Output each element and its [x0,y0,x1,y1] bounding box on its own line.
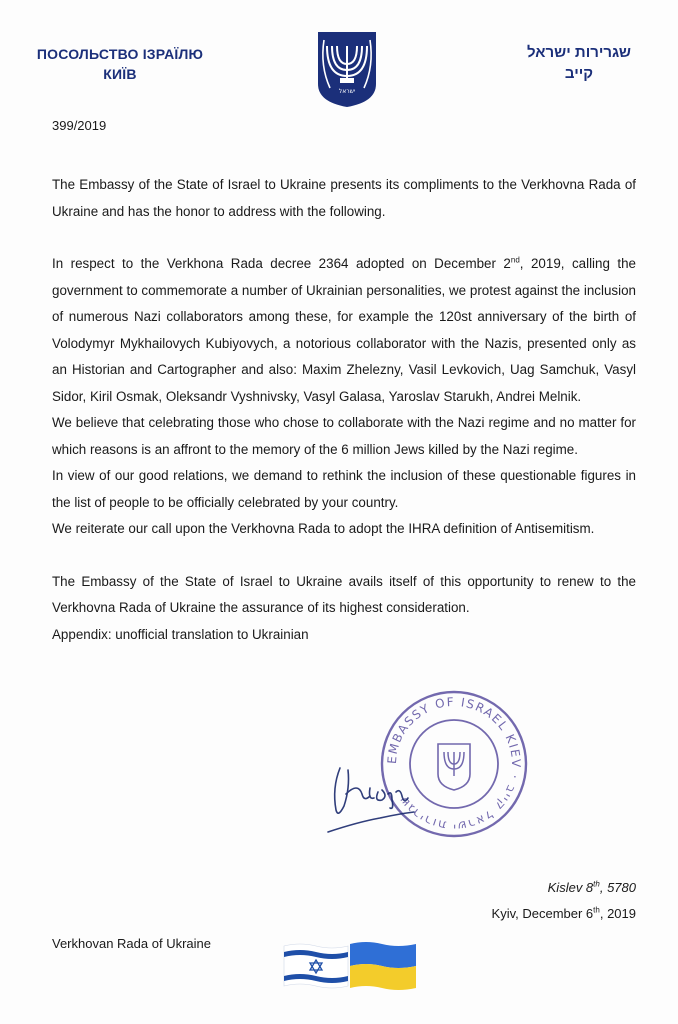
hebrew-date [548,880,636,895]
place-date-rest: , 2019 [599,906,636,921]
addressee-line: Verkhovan Rada of Ukraine [52,936,211,951]
opening-paragraph: The Embassy of the State of Israel to Ukraine presents its compliments to the Verkhovna Rada of Ukraine and has the honor to address with the following. [52,177,636,219]
hebrew-date-superscript: th [593,879,600,889]
belief-paragraph: We believe that celebrating those who chose to collaborate with the Nazi regime and no matter for which reasons is an affront to the memory of the 6 million Jews killed by the Nazi regime. [52,415,636,457]
letter-body [52,172,636,648]
seal-text: EMBASSY OF ISRAEL KIEV · שגרירות ישראל קייב [384,694,524,834]
header-right-line1: שגרירות ישראל [527,44,631,61]
header-left-line1: ПОСОЛЬСТВО ІЗРАЇЛЮ [36,46,204,62]
menorah-emblem-icon [316,30,378,108]
protest-paragraph [52,251,636,410]
embassy-header-hebrew [514,42,644,84]
ihra-paragraph: We reiterate our call upon the Verkhovna Rada to adopt the IHRA definition of Antisemitism. [52,521,595,536]
hebrew-date-rest: , 5780 [599,880,636,895]
appendix-line: Appendix: unofficial translation to Ukrainian [52,626,309,642]
protest-text-start: In respect to the Verkhona Rada decree 2364 adopted on December 2 [52,256,511,271]
place-date [492,906,636,921]
embassy-header-ukrainian [30,44,210,84]
israel-ukraine-flags-icon [280,938,420,994]
relations-paragraph: In view of our good relations, we demand to rethink the inclusion of these questionable figures in the list of people to be officially celebrated by your country. [52,468,636,510]
closing-paragraph: The Embassy of the State of Israel to Ukraine avails itself of this opportunity to renew to the Verkhovna Rada of Ukraine the assurance of its highest consideration. [52,573,636,615]
protest-superscript: nd [510,255,520,265]
hebrew-date-start: Kislev 8 [547,880,594,895]
handwritten-signature [318,748,422,838]
protest-text-rest: , 2019, calling the government to commemorate a number of Ukrainian personalities, we protest against the inclusion of numerous Nazi collaborators among these, for example the 120st anniversary of the birth of Volodymyr Mykhailovych Kubiyovych, a notorious collaborator with the Nazis, presented only as an Historian and Cartographer and also: Maxim Zhelezny, Vasil Levkovich, Uag Samchuk, Vasyl Sidor, Kiril Osmak, Oleksandr Vyshnivsky, Vasyl Galasa, Yaroslav Starukh, Andrei Melnik. [52,256,636,404]
place-date-superscript: th [593,905,600,915]
place-date-start: Kyiv, December 6 [491,906,594,921]
reference-number: 399/2019 [52,118,107,133]
emblem-text: ישראל [338,88,356,95]
header-left-line2: КИЇВ [103,66,137,82]
header-right-line2: קייב [564,65,594,82]
